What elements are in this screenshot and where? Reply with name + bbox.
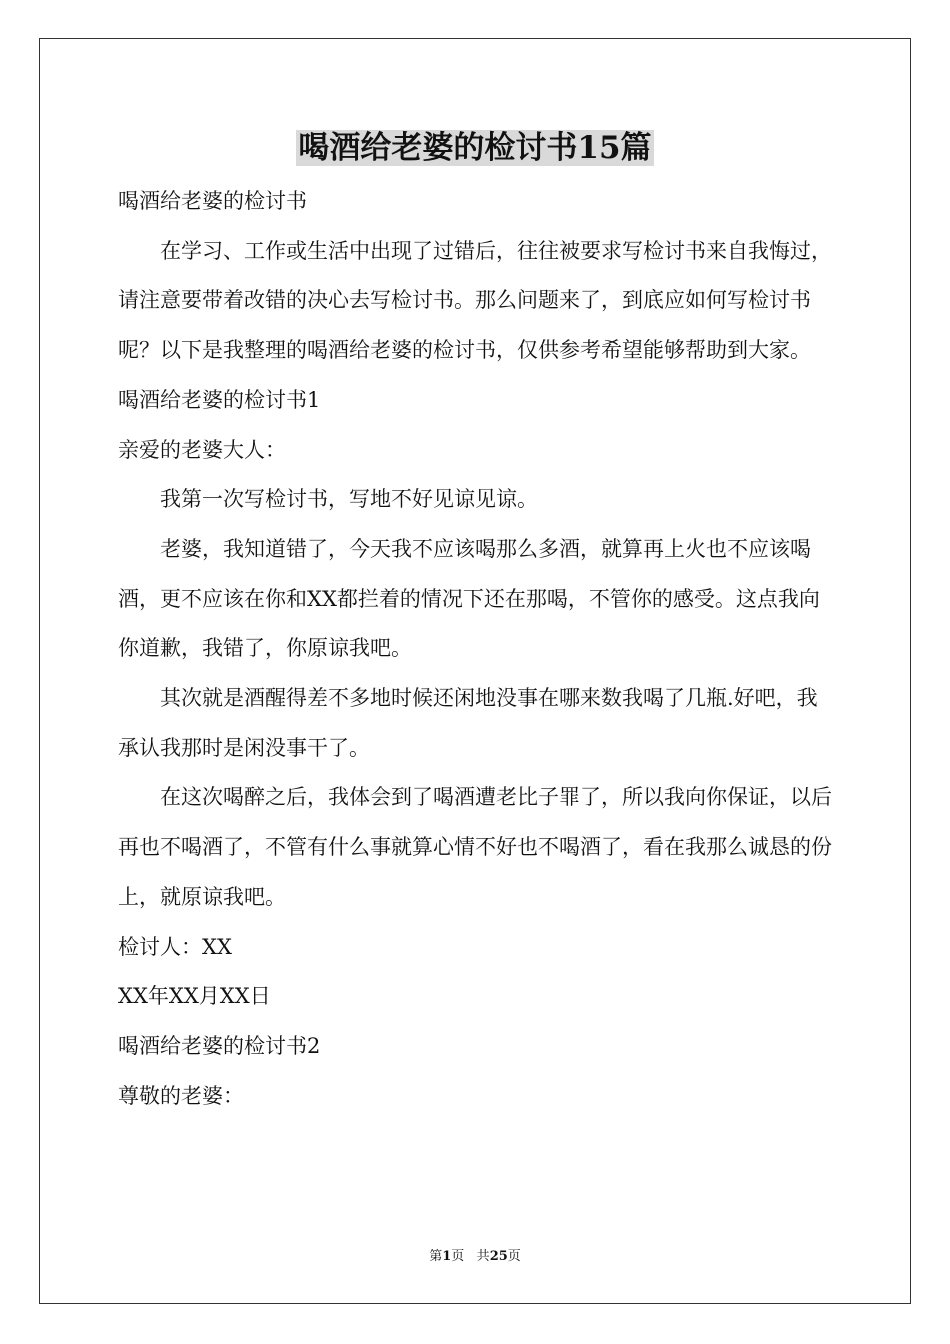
body-paragraph: 在这次喝醉之后，我体会到了喝酒遭老比子罪了，所以我向你保证，以后再也不喝酒了，不管有什么事就算心情不好也不喝酒了，看在我那么诚恳的份上，就原谅我吧。 — [118, 785, 832, 909]
salutation: 尊敬的老婆： — [118, 1083, 244, 1108]
signature-line: 检讨人：XX — [118, 934, 232, 959]
section-heading-1: 喝酒给老婆的检讨书1 — [118, 387, 321, 412]
section-heading: 喝酒给老婆的检讨书 — [118, 189, 307, 213]
intro-paragraph: 在学习、工作或生活中出现了过错后，往往被要求写检讨书来自我悔过，请注意要带着改错的决心去写检讨书。那么问题来了，到底应如何写检讨书呢？以下是我整理的喝酒给老婆的检讨书，仅供参考希望能够帮助到大家。 — [118, 238, 832, 363]
body-paragraph: 其次就是酒醒得差不多地时候还闲地没事在哪来数我喝了几瓶.好吧，我承认我那时是闲没事干了。 — [118, 686, 818, 760]
page-suffix: 页 — [451, 1249, 465, 1264]
total-prefix: 共 — [476, 1249, 490, 1264]
salutation: 亲爱的老婆大人： — [118, 437, 286, 462]
body-paragraph: 我第一次写检讨书，写地不好见谅见谅。 — [160, 487, 538, 512]
section-heading-2: 喝酒给老婆的检讨书2 — [118, 1033, 321, 1058]
document-title — [0, 128, 950, 168]
date-line: XX年XX月XX日 — [118, 984, 271, 1009]
document-title-text: 喝酒给老婆的检讨书15篇 — [298, 130, 652, 166]
body-paragraph: 老婆，我知道错了，今天我不应该喝那么多酒，就算再上火也不应该喝酒，更不应该在你和XX都拦着的情况下还在那喝，不管你的感受。这点我向你道歉，我错了，你原谅我吧。 — [118, 536, 820, 661]
total-suffix: 页 — [507, 1249, 521, 1264]
document-body — [118, 177, 834, 1121]
page-number: 1 — [442, 1249, 452, 1264]
page-prefix: 第 — [429, 1249, 443, 1264]
total-pages: 25 — [489, 1249, 508, 1264]
page-footer — [0, 1248, 950, 1266]
